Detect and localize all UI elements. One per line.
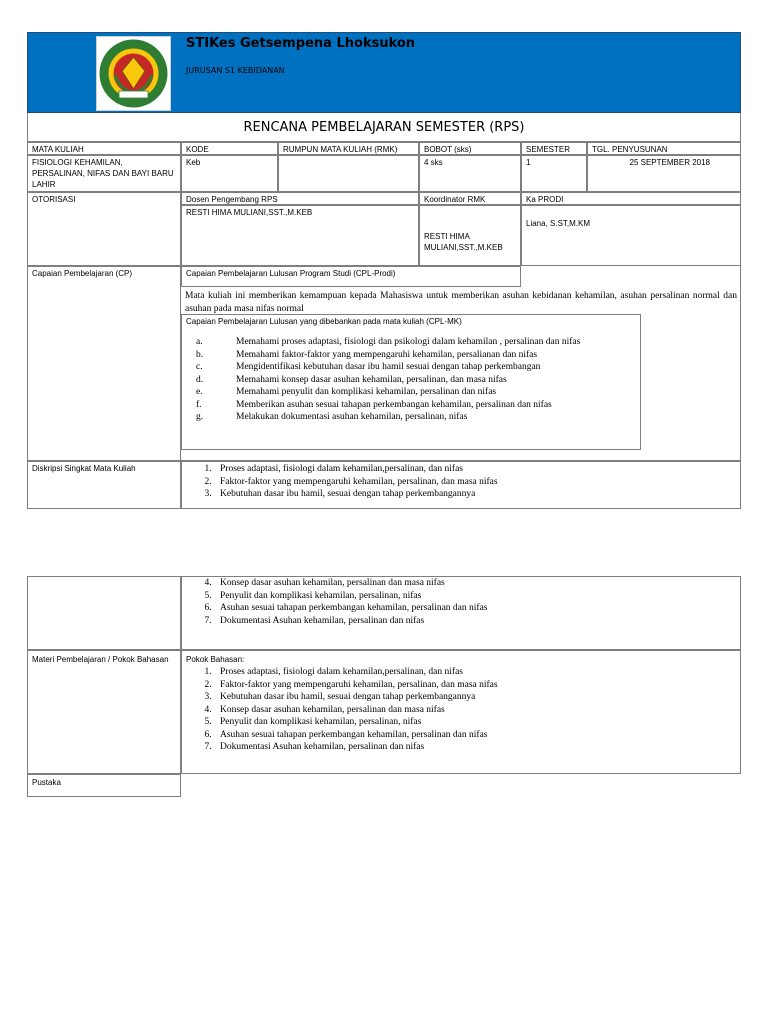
pokok-bahasan-label: Pokok Bahasan: (186, 655, 245, 664)
department-name: JURUSAN S1 KEBIDANAN (186, 66, 285, 75)
list-item: 2. Faktor-faktor yang mempengaruhi kehamilan, persalinan, dan masa nifas (214, 476, 740, 489)
materi-content (181, 650, 741, 774)
cpl-mk-box (181, 314, 641, 450)
value-tgl-penyusunan: 25 SEPTEMBER 2018 (587, 155, 741, 192)
dosen-pengembang-value: RESTI HIMA MULIANI,SST.,M.KEB (181, 205, 419, 266)
list-item: a. Memahami proses adaptasi, fisiologi dan psikologi dalam kehamilan , persalinan dan nifas (196, 337, 581, 347)
deskripsi-label: Diskripsi Singkat Mata Kuliah (27, 461, 181, 509)
list-item: 6. Asuhan sesuai tahapan perkembangan kehamilan, persalinan dan nifas (214, 602, 740, 615)
list-item: g. Melakukan dokumentasi asuhan kehamilan, persalinan, nifas (196, 412, 468, 422)
list-item: f. Memberikan asuhan sesuai tahapan perkembangan kehamilan, persalinan dan nifas (196, 399, 552, 410)
list-item: 4. Konsep dasar asuhan kehamilan, persalinan dan masa nifas (214, 577, 740, 590)
capaian-label: Capaian Pembelajaran (CP) (27, 266, 181, 461)
value-mata-kuliah: FISIOLOGI KEHAMILAN, PERSALINAN, NIFAS DAN BAYI BARU LAHIR (27, 155, 181, 192)
kaprodi-value: Liana, S.ST,M.KM (521, 205, 741, 266)
document-title-row (27, 113, 741, 142)
list-item: 3. Kebutuhan dasar ibu hamil, sesuai dengan tahap perkembangannya (214, 488, 740, 501)
kaprodi-label: Ka PRODI (521, 192, 741, 205)
list-item: b. Memahami faktor-faktor yang mempengaruhi kehamilan, persalianan dan nifas (196, 349, 538, 360)
list-item: 2. Faktor-faktor yang mempengaruhi kehamilan, persalinan, dan masa nifas (214, 679, 740, 692)
list-item: 7. Dokumentasi Asuhan kehamilan, persalinan dan nifas (214, 741, 740, 754)
continuation-label-cell (27, 576, 181, 650)
materi-label: Materi Pembelajaran / Pokok Bahasan (27, 650, 181, 774)
materi-list (182, 666, 740, 754)
list-item: 6. Asuhan sesuai tahapan perkembangan kehamilan, persalinan dan nifas (214, 729, 740, 742)
document-header (27, 32, 741, 113)
cpl-mk-label: Capaian Pembelajaran Lulusan yang dibebankan pada mata kuliah (CPL-MK) (186, 317, 462, 326)
institution-name: STIKes Getsempena Lhoksukon (186, 36, 416, 51)
document-title: RENCANA PEMBELAJARAN SEMESTER (RPS) (243, 120, 525, 135)
institution-logo (96, 36, 171, 111)
deskripsi-list (182, 463, 740, 501)
value-kode: Keb (181, 155, 278, 192)
value-bobot: 4 sks (419, 155, 521, 192)
list-item: d. Memahami konsep dasar asuhan kehamilan, persalinan, dan masa nifas (196, 374, 507, 385)
cpl-mk-list (196, 336, 640, 424)
list-item: c. Mengidentifikasi kebutuhan dasar ibu hamil sesuai dengan tahap perkembangan (196, 362, 541, 372)
header-kode: KODE (181, 142, 278, 155)
cpl-prodi-label: Capaian Pembelajaran Lulusan Program Studi (CPL-Prodi) (181, 266, 521, 287)
list-item: 5. Penyulit dan komplikasi kehamilan, persalinan, nifas (214, 716, 740, 729)
otorisasi-label: OTORISASI (27, 192, 181, 266)
list-item: 1. Proses adaptasi, fisiologi dalam kehamilan,persalinan, dan nifas (214, 463, 740, 476)
koordinator-rmk-value: RESTI HIMA MULIANI,SST.,M.KEB (419, 205, 521, 266)
list-item: 5. Penyulit dan komplikasi kehamilan, persalinan, nifas (214, 590, 740, 603)
list-item: 7. Dokumentasi Asuhan kehamilan, persalinan dan nifas (214, 615, 740, 628)
pustaka-label: Pustaka (27, 774, 181, 797)
koordinator-rmk-label: Koordinator RMK (419, 192, 521, 205)
value-semester: 1 (521, 155, 587, 192)
cpl-prodi-text: Mata kuliah ini memberikan kemampuan kepada Mahasiswa untuk memberikan asuhan kebidanan kehamilan, asuhan persalinan normal dan asuhan pada masa nifas normal (185, 291, 737, 314)
header-rumpun: RUMPUN MATA KULIAH (RMK) (278, 142, 419, 155)
logo-emblem-icon (97, 37, 170, 110)
list-item: e. Memahami penyulit dan komplikasi kehamilan, persalinan dan nifas (196, 387, 497, 397)
header-bobot: BOBOT (sks) (419, 142, 521, 155)
value-rumpun (278, 155, 419, 192)
list-item: 3. Kebutuhan dasar ibu hamil, sesuai dengan tahap perkembangannya (214, 691, 740, 704)
header-semester: SEMESTER (521, 142, 587, 155)
continuation-content (181, 576, 741, 650)
list-item: 1. Proses adaptasi, fisiologi dalam kehamilan,persalinan, dan nifas (214, 666, 740, 679)
dosen-pengembang-label: Dosen Pengembang RPS (181, 192, 419, 205)
header-mata-kuliah: MATA KULIAH (27, 142, 181, 155)
continuation-list (182, 577, 740, 627)
header-tgl-penyusunan: TGL. PENYUSUNAN (587, 142, 741, 155)
list-item: 4. Konsep dasar asuhan kehamilan, persalinan dan masa nifas (214, 704, 740, 717)
deskripsi-content (181, 461, 741, 509)
